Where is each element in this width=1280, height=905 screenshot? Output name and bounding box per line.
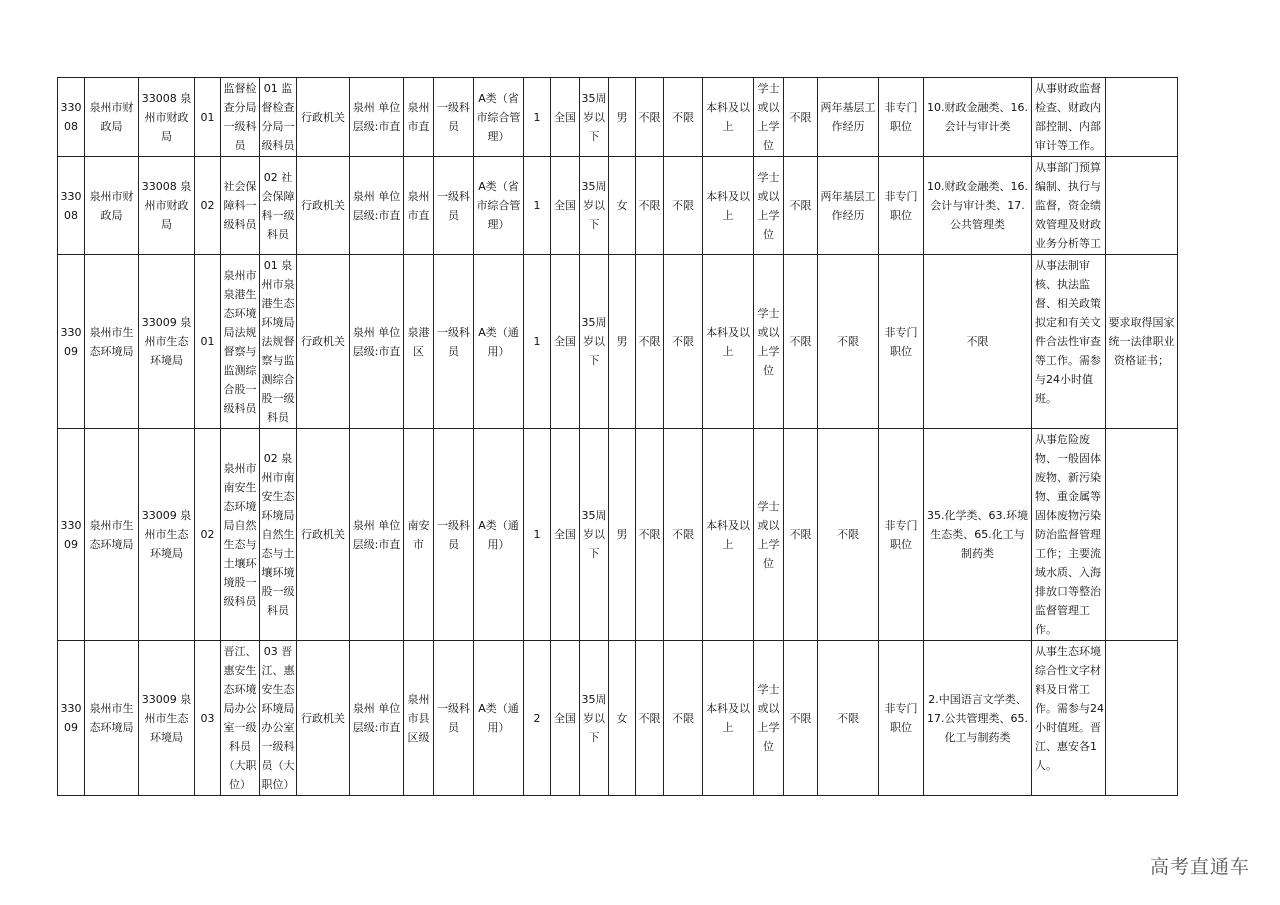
cell-exam-category: A类（省市综合管理） [474, 78, 524, 157]
cell-years: 不限 [784, 255, 818, 429]
cell-exam-category: A类（省市综合管理） [474, 157, 524, 255]
cell-special-position: 非专门职位 [879, 255, 924, 429]
cell-rank: 一级科员 [434, 157, 474, 255]
cell-headcount: 1 [524, 255, 551, 429]
cell-position-code-name: 01 监督检查分局一级科员 [260, 78, 297, 157]
cell-major: 不限 [924, 255, 1032, 429]
cell-education: 本科及以上 [703, 78, 754, 157]
table-row [58, 78, 1178, 157]
cell-dept-name: 泉州市生态环境局 [85, 255, 139, 429]
cell-position-code-name: 03 晋江、惠安生态环境局办公室一级科员（大职位） [260, 641, 297, 796]
cell-major: 10.财政金融类、16.会计与审计类、17.公共管理类 [924, 157, 1032, 255]
cell-position-code-name: 02 社会保障科一级科员 [260, 157, 297, 255]
cell-exam-category: A类（通用） [474, 429, 524, 641]
cell-years: 不限 [784, 641, 818, 796]
cell-dept-code: 33008 [58, 78, 85, 157]
cell-years: 不限 [784, 157, 818, 255]
cell-work-location: 南安市 [404, 429, 434, 641]
cell-age: 35周岁以下 [580, 641, 609, 796]
cell-ethnicity: 不限 [636, 429, 664, 641]
cell-education: 本科及以上 [703, 641, 754, 796]
cell-position-name: 泉州市泉港生态环境局法规督察与监测综合股一级科员 [221, 255, 260, 429]
cell-dept-code-name: 33008 泉州市财政局 [139, 78, 195, 157]
watermark-text: 高考直通车 [1149, 856, 1250, 878]
cell-position-code: 01 [195, 78, 221, 157]
cell-work-location: 泉港区 [404, 255, 434, 429]
cell-experience: 两年基层工作经历 [818, 78, 879, 157]
cell-special-position: 非专门职位 [879, 429, 924, 641]
cell-work-location: 泉州市县区级 [404, 641, 434, 796]
cell-gender: 男 [609, 429, 636, 641]
table-row [58, 157, 1178, 255]
cell-rank: 一级科员 [434, 641, 474, 796]
cell-dept-name: 泉州市生态环境局 [85, 641, 139, 796]
cell-org-type: 行政机关 [297, 255, 350, 429]
cell-special-position: 非专门职位 [879, 157, 924, 255]
job-position-table [57, 77, 1178, 796]
cell-years: 不限 [784, 78, 818, 157]
cell-org-type: 行政机关 [297, 157, 350, 255]
cell-headcount: 1 [524, 429, 551, 641]
cell-education: 本科及以上 [703, 157, 754, 255]
cell-exam-category: A类（通用） [474, 641, 524, 796]
cell-gender: 男 [609, 78, 636, 157]
cell-other-requirements: 要求取得国家统一法律职业资格证书； [1106, 255, 1178, 429]
cell-rank: 一级科员 [434, 255, 474, 429]
cell-position-code-name: 02 泉州市南安生态环境局自然生态与土壤环境股一级科员 [260, 429, 297, 641]
cell-major: 10.财政金融类、16.会计与审计类 [924, 78, 1032, 157]
cell-position-name: 泉州市南安生态环境局自然生态与土壤环境股一级科员 [221, 429, 260, 641]
cell-headcount: 1 [524, 157, 551, 255]
cell-degree: 学士或以上学位 [754, 78, 784, 157]
cell-unit-level: 泉州 单位层级:市直 [350, 255, 404, 429]
cell-org-type: 行政机关 [297, 78, 350, 157]
cell-position-code: 02 [195, 429, 221, 641]
cell-job-duties: 从事财政监督检查、财政内部控制、内部审计等工作。 [1032, 78, 1106, 157]
cell-gender: 女 [609, 157, 636, 255]
cell-rank: 一级科员 [434, 429, 474, 641]
cell-position-name: 社会保障科一级科员 [221, 157, 260, 255]
cell-position-code: 03 [195, 641, 221, 796]
cell-dept-name: 泉州市财政局 [85, 157, 139, 255]
cell-education: 本科及以上 [703, 429, 754, 641]
cell-ethnicity: 不限 [636, 157, 664, 255]
cell-rank: 一级科员 [434, 78, 474, 157]
cell-job-duties: 从事危险废物、一般固体废物、新污染物、重金属等固体废物污染防治监督管理工作；主要流域水质、入海排放口等整治监督管理工作。 [1032, 429, 1106, 641]
cell-age: 35周岁以下 [580, 429, 609, 641]
cell-unit-level: 泉州 单位层级:市直 [350, 157, 404, 255]
cell-degree: 学士或以上学位 [754, 641, 784, 796]
cell-dept-code: 33009 [58, 641, 85, 796]
cell-major: 2.中国语言文学类、17.公共管理类、65.化工与制药类 [924, 641, 1032, 796]
table-row [58, 255, 1178, 429]
cell-unit-level: 泉州 单位层级:市直 [350, 641, 404, 796]
cell-other-requirements [1106, 641, 1178, 796]
cell-org-type: 行政机关 [297, 641, 350, 796]
cell-experience: 两年基层工作经历 [818, 157, 879, 255]
cell-ethnicity: 不限 [636, 641, 664, 796]
cell-position-code: 01 [195, 255, 221, 429]
cell-special-position: 非专门职位 [879, 78, 924, 157]
cell-experience: 不限 [818, 641, 879, 796]
cell-headcount: 2 [524, 641, 551, 796]
cell-political-status: 不限 [664, 255, 703, 429]
cell-political-status: 不限 [664, 429, 703, 641]
cell-dept-code-name: 33009 泉州市生态环境局 [139, 641, 195, 796]
cell-ethnicity: 不限 [636, 255, 664, 429]
cell-source: 全国 [551, 429, 580, 641]
cell-position-name: 晋江、惠安生态环境局办公室一级科员（大职位） [221, 641, 260, 796]
cell-dept-code: 33009 [58, 429, 85, 641]
cell-dept-name: 泉州市生态环境局 [85, 429, 139, 641]
cell-political-status: 不限 [664, 641, 703, 796]
cell-education: 本科及以上 [703, 255, 754, 429]
cell-unit-level: 泉州 单位层级:市直 [350, 429, 404, 641]
table-row [58, 641, 1178, 796]
cell-source: 全国 [551, 255, 580, 429]
cell-ethnicity: 不限 [636, 78, 664, 157]
cell-special-position: 非专门职位 [879, 641, 924, 796]
cell-unit-level: 泉州 单位层级:市直 [350, 78, 404, 157]
cell-experience: 不限 [818, 429, 879, 641]
cell-dept-code-name: 33009 泉州市生态环境局 [139, 429, 195, 641]
cell-degree: 学士或以上学位 [754, 429, 784, 641]
cell-political-status: 不限 [664, 157, 703, 255]
cell-political-status: 不限 [664, 78, 703, 157]
cell-other-requirements [1106, 157, 1178, 255]
cell-other-requirements [1106, 429, 1178, 641]
cell-degree: 学士或以上学位 [754, 255, 784, 429]
cell-source: 全国 [551, 157, 580, 255]
cell-experience: 不限 [818, 255, 879, 429]
cell-position-name: 监督检查分局一级科员 [221, 78, 260, 157]
cell-work-location: 泉州市直 [404, 78, 434, 157]
cell-dept-name: 泉州市财政局 [85, 78, 139, 157]
cell-headcount: 1 [524, 78, 551, 157]
cell-org-type: 行政机关 [297, 429, 350, 641]
cell-major: 35.化学类、63.环境生态类、65.化工与制药类 [924, 429, 1032, 641]
cell-work-location: 泉州市直 [404, 157, 434, 255]
cell-gender: 女 [609, 641, 636, 796]
cell-dept-code: 33008 [58, 157, 85, 255]
cell-position-code: 02 [195, 157, 221, 255]
cell-job-duties: 从事部门预算编制、执行与监督，资金绩效管理及财政业务分析等工 [1032, 157, 1106, 255]
cell-years: 不限 [784, 429, 818, 641]
cell-job-duties: 从事生态环境综合性文字材料及日常工作。需参与24小时值班。晋江、惠安各1人。 [1032, 641, 1106, 796]
cell-exam-category: A类（通用） [474, 255, 524, 429]
cell-dept-code-name: 33009 泉州市生态环境局 [139, 255, 195, 429]
cell-source: 全国 [551, 78, 580, 157]
cell-dept-code: 33009 [58, 255, 85, 429]
cell-age: 35周岁以下 [580, 255, 609, 429]
cell-dept-code-name: 33008 泉州市财政局 [139, 157, 195, 255]
cell-job-duties: 从事法制审核、执法监督、相关政策拟定和有关文件合法性审查等工作。需参与24小时值班。 [1032, 255, 1106, 429]
cell-position-code-name: 01 泉州市泉港生态环境局法规督察与监测综合股一级科员 [260, 255, 297, 429]
table-row [58, 429, 1178, 641]
cell-gender: 男 [609, 255, 636, 429]
cell-age: 35周岁以下 [580, 157, 609, 255]
cell-other-requirements [1106, 78, 1178, 157]
cell-source: 全国 [551, 641, 580, 796]
cell-age: 35周岁以下 [580, 78, 609, 157]
cell-degree: 学士或以上学位 [754, 157, 784, 255]
